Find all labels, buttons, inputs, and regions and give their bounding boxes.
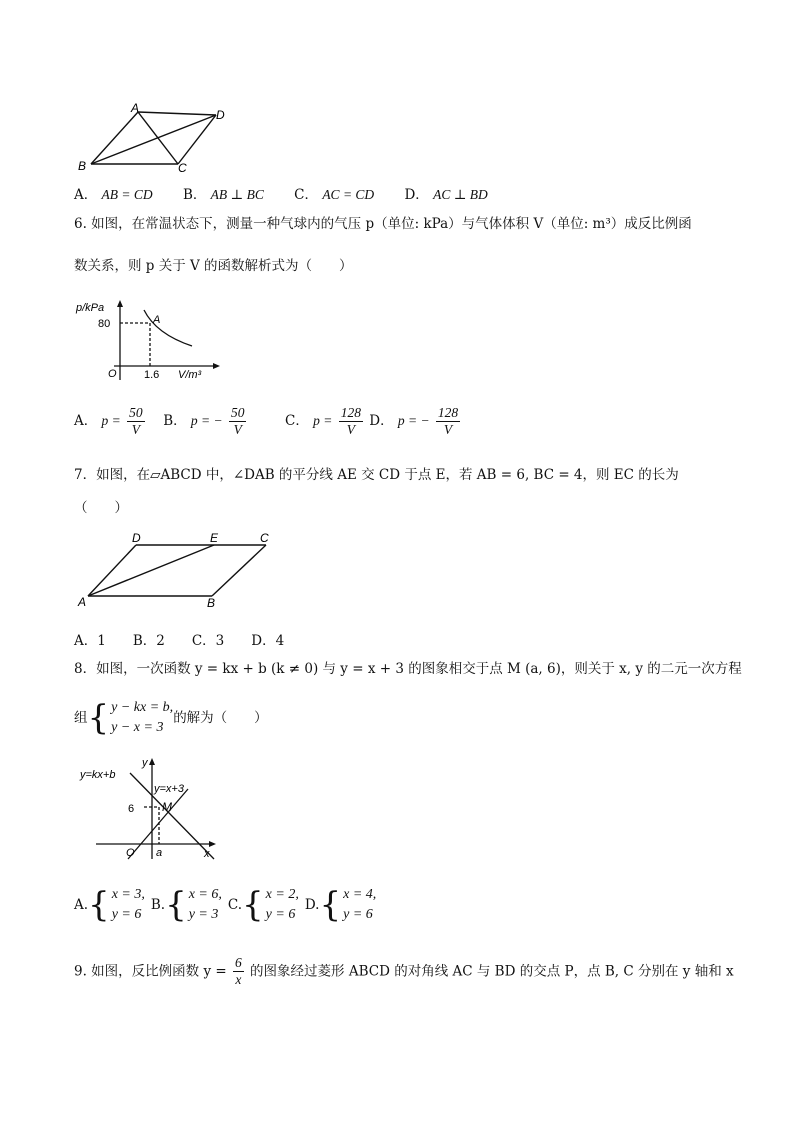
q8-line-kxb-label: y=kx+b: [80, 769, 116, 781]
q6-origin: O: [108, 368, 117, 380]
q8-option-a-eq2: y = 6: [111, 907, 142, 922]
q5-label-d: D: [216, 108, 225, 122]
q6-graph: [74, 296, 224, 386]
q9-stem: [74, 955, 734, 988]
q5-option-c-letter: C．: [294, 187, 319, 203]
q6-option-d-fraction: $\frac{128}{V}$: [437, 405, 459, 437]
q8-option-a-eq1: x = 3,: [111, 887, 145, 902]
q9-suffix: 的图象经过菱形 ABCD 的对角线 AC 与 BD 的交点 P，点 B, C 分别在 y 轴和 x: [250, 963, 734, 980]
q5-option-b-letter: B．: [182, 187, 207, 203]
q6-stem-line2: 数关系，则 p 关于 V 的函数解析式为（ ）: [74, 258, 353, 274]
q6-xval: 1.6: [144, 369, 160, 381]
q5-rhombus-figure: [70, 100, 240, 180]
q8-system-eq2: y − x = 3: [111, 720, 164, 735]
q7-label-d: D: [132, 531, 141, 545]
q6-option-c-fraction: $\frac{128}{V}$: [340, 405, 361, 437]
q8-option-d-eq2: y = 6: [343, 907, 373, 922]
q6-y80: 80: [98, 318, 111, 330]
q7-label-e: E: [210, 531, 219, 545]
q8-stem-line2: [74, 698, 268, 738]
q8-point-m: M: [162, 800, 172, 814]
q7-stem-line2: （ ）: [74, 500, 128, 516]
q8-x-axis-label: x: [204, 848, 210, 860]
q5-option-c-text: AC = CD: [322, 187, 375, 202]
q5-option-a-text: AB = CD: [101, 187, 153, 202]
q6-option-a-label: A．: [74, 413, 98, 429]
q6-xlabel: V/m³: [178, 369, 202, 381]
q8-option-b-eq1: x = 6,: [188, 887, 222, 902]
q6-ylabel: p/kPa: [76, 302, 105, 314]
q5-label-c: C: [178, 161, 187, 175]
q6-option-c-lhs: p =: [313, 413, 333, 428]
q8-option-c-eq1: x = 2,: [265, 887, 299, 902]
q5-option-b-text: AB ⊥ BC: [210, 187, 264, 202]
q5-label-a: A: [131, 101, 140, 115]
q5-option-a-letter: A．: [74, 187, 98, 203]
q9-fraction: $\frac{6}{x}$: [235, 955, 242, 987]
q8-six-label: 6: [128, 803, 135, 815]
q6-option-a-fraction: $\frac{50}{V}$: [129, 405, 143, 437]
q7-parallelogram-figure: [74, 528, 284, 612]
q8-option-c: C. { x = 2, y = 6: [227, 885, 299, 925]
q8-graph: [74, 755, 224, 865]
q5-option-d-letter: D．: [404, 187, 429, 203]
q5-option-d-text: AC ⊥ BD: [433, 187, 488, 202]
q8-line2-prefix: 组: [74, 710, 88, 726]
q6-option-d-label: D．: [369, 413, 394, 429]
q6-stem-line1: 6. 如图，在常温状态下，测量一种气球内的气压 p（单位: kPa）与气体体积 V（单位: m³）成反比例函: [74, 216, 692, 232]
q6-point-a: A: [153, 314, 161, 326]
q7-label-c: C: [260, 531, 269, 545]
q7-label-a: A: [78, 595, 87, 609]
q7-stem-line1: 7．如图，在▱ABCD 中，∠DAB 的平分线 AE 交 CD 于点 E，若 AB = 6, BC = 4，则 EC 的长为: [74, 467, 679, 483]
q6-options: [74, 405, 462, 438]
q5-options: [74, 183, 488, 203]
q8-system: [111, 698, 173, 738]
q6-option-a-lhs: p =: [101, 413, 121, 428]
q8-system-eq1: y − kx = b,: [111, 700, 174, 715]
q8-option-b-eq2: y = 3: [188, 907, 219, 922]
q8-origin: O: [126, 847, 135, 859]
q8-line2-suffix: 的解为（ ）: [173, 710, 268, 726]
q8-option-d-eq1: x = 4,: [343, 887, 377, 902]
q8-stem-line1: 8．如图，一次函数 y = kx + b (k ≠ 0) 与 y = x + 3 的图象相交于点 M (a, 6)，则关于 x, y 的二元一次方程: [74, 661, 742, 677]
q8-line-x3-label: y=x+3: [154, 783, 184, 795]
q6-option-c-label: C．: [285, 413, 309, 429]
q7-options: A．1 B．2 C．3 D．4: [74, 633, 285, 649]
q9-prefix: 9. 如图，反比例函数 y =: [74, 963, 227, 980]
q8-option-c-eq2: y = 6: [265, 907, 296, 922]
q6-option-b-fraction: $\frac{50}{V}$: [230, 405, 245, 437]
q8-a-label: a: [156, 847, 163, 859]
q8-option-b: B. { x = 6, y = 3: [150, 885, 222, 925]
q6-option-b-label: B．: [163, 413, 187, 429]
q8-options: [74, 885, 376, 925]
q8-system-brace: {: [87, 698, 110, 738]
q7-label-b: B: [207, 596, 216, 610]
q8-option-a: A. { x = 3, y = 6: [74, 885, 145, 925]
q8-option-d: D. { x = 4, y = 6: [304, 885, 377, 925]
q8-y-axis-label: y: [142, 757, 148, 769]
q5-label-b: B: [78, 159, 87, 173]
q6-option-d-lhs: p = −: [397, 413, 430, 428]
q6-option-b-lhs: p = −: [190, 413, 223, 428]
